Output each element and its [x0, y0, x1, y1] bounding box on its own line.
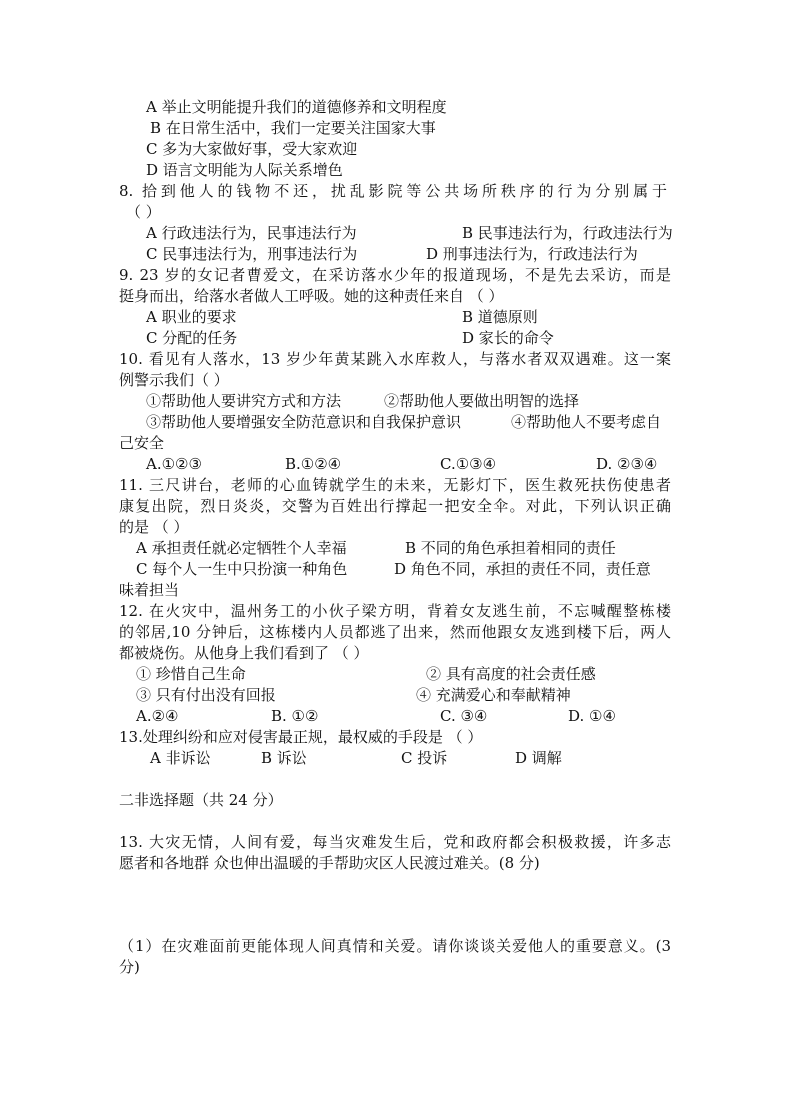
- q11-option-d-continued: 味着担当: [119, 581, 180, 599]
- q10-stem-line1: 10. 看见有人落水，13 岁少年黄某跳入水库救人，与落水者双双遇难。这一案: [119, 350, 671, 368]
- q12-item-3: ③ 只有付出没有回报: [136, 686, 276, 704]
- q13-essay-stem-line1: 13. 大灾无情，人间有爱，每当灾难发生后，党和政府都会积极救援，许多志: [119, 833, 671, 851]
- q13-choice-option-d: D 调解: [515, 749, 562, 767]
- q12-stem-line2: 的邻居,10 分钟后，这栋楼内人员都逃了出来，然而他跟女友逃到楼下后，两人: [119, 623, 671, 641]
- q10-option-c: C.①③④: [440, 455, 497, 473]
- q10-item-3: ③帮助他人要增强安全防范意识和自我保护意识: [146, 413, 462, 431]
- q12-item-1: ① 珍惜自己生命: [136, 665, 246, 683]
- q7-option-a: A 举止文明能提升我们的道德修养和文明程度: [146, 98, 447, 116]
- q12-option-a: A.②④: [136, 707, 179, 725]
- q9-stem-line1: 9. 23 岁的女记者曹爱文，在采访落水少年的报道现场，不是先去采访，而是: [119, 266, 671, 284]
- q13-sub1-line2: 分): [119, 958, 140, 976]
- q12-option-c: C. ③④: [440, 707, 488, 725]
- q7-option-d: D 语言文明能为人际关系增色: [146, 161, 343, 179]
- q13-essay-stem-line2: 愿者和各地群 众也伸出温暖的手帮助灾区人民渡过难关。(8 分): [119, 854, 540, 872]
- q10-stem-line2: 例警示我们（ ）: [119, 371, 229, 389]
- q12-option-d: D. ①④: [568, 707, 616, 725]
- q10-option-d: D. ②③④: [596, 455, 658, 473]
- q13-choice-option-c: C 投诉: [401, 749, 448, 767]
- q12-option-b: B. ①②: [271, 707, 319, 725]
- q11-stem-line1: 11. 三尺讲台，老师的心血铸就学生的未来，无影灯下，医生救死扶伤使患者: [119, 476, 671, 494]
- q12-item-4: ④ 充满爱心和奉献精神: [416, 686, 571, 704]
- q13-choice-option-a: A 非诉讼: [150, 749, 211, 767]
- q9-option-b: B 道德原则: [462, 308, 538, 326]
- q11-stem-line2: 康复出院，烈日炎炎，交警为百姓出行撑起一把安全伞。对此，下列认识正确: [119, 497, 671, 515]
- q10-item-4: ④帮助他人不要考虑自: [511, 413, 662, 431]
- q11-option-b: B 不同的角色承担着相同的责任: [405, 539, 616, 557]
- q8-answer-paren: （ ）: [126, 203, 161, 221]
- q10-option-b: B.①②④: [285, 455, 342, 473]
- q13-choice-option-b: B 诉讼: [261, 749, 307, 767]
- q10-item-2: ②帮助他人要做出明智的选择: [384, 392, 580, 410]
- q12-stem-line3: 都被烧伤。从他身上我们看到了 （ ）: [119, 644, 369, 662]
- q10-option-a: A.①②③: [146, 455, 202, 473]
- q7-option-c: C 多为大家做好事，受大家欢迎: [146, 140, 358, 158]
- q9-stem-line2: 挺身而出，给落水者做人工呼吸。她的这种责任来自 （ ）: [119, 287, 504, 305]
- q12-stem-line1: 12. 在火灾中，温州务工的小伙子梁方明，背着女友逃生前，不忘喊醒整栋楼: [119, 602, 671, 620]
- q11-option-d: D 角色不同，承担的责任不同，责任意: [394, 560, 651, 578]
- q10-item-4-continued: 己安全: [119, 434, 165, 452]
- section-heading-non-choice: 二非选择题（共 24 分）: [119, 791, 283, 809]
- q9-option-d: D 家长的命令: [462, 329, 554, 347]
- q8-option-c: C 民事违法行为，刑事违法行为: [146, 245, 358, 263]
- q12-item-2: ② 具有高度的社会责任感: [426, 665, 596, 683]
- q11-option-a: A 承担责任就必定牺牲个人幸福: [136, 539, 347, 557]
- q8-stem: 8. 拾到他人的钱物不还，扰乱影院等公共场所秩序的行为分别属于: [119, 182, 667, 200]
- q8-option-d: D 刑事违法行为，行政违法行为: [426, 245, 638, 263]
- q9-option-c: C 分配的任务: [146, 329, 238, 347]
- q11-stem-line3: 的是 （ ）: [119, 518, 189, 536]
- q11-option-c: C 每个人一生中只扮演一种角色: [136, 560, 348, 578]
- q13-choice-stem: 13.处理纠纷和应对侵害最正规，最权威的手段是 （ ）: [119, 728, 483, 746]
- q9-option-a: A 职业的要求: [146, 308, 237, 326]
- q7-option-b: B 在日常生活中，我们一定要关注国家大事: [150, 119, 436, 137]
- q8-option-a: A 行政违法行为，民事违法行为: [146, 224, 357, 242]
- q8-option-b: B 民事违法行为，行政违法行为: [462, 224, 673, 242]
- q13-sub1-line1: （1）在灾难面前更能体现人间真情和关爱。请你谈谈关爱他人的重要意义。(3: [119, 937, 671, 955]
- q10-item-1: ①帮助他人要讲究方式和方法: [146, 392, 342, 410]
